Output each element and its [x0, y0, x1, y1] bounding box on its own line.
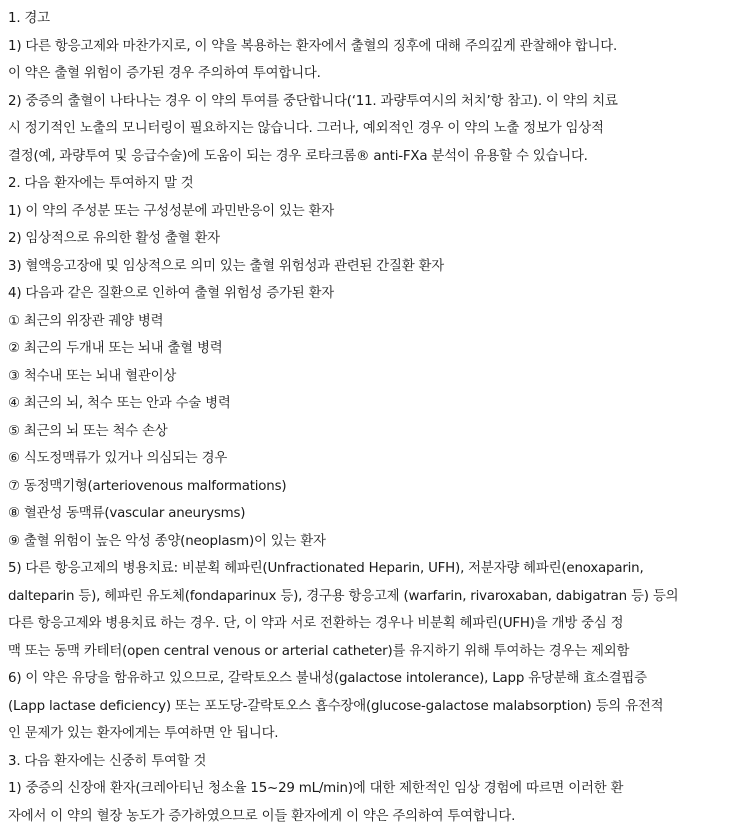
list-item: ⑦ 동정맥기형(arteriovenous malformations) — [8, 478, 287, 494]
document-body — [8, 5, 734, 830]
list-item: ③ 척수내 또는 뇌내 혈관이상 — [8, 368, 177, 384]
text-line: 2) 중증의 출혈이 나타나는 경우 이 약의 투여를 중단합니다(‘11. 과량투여시의 처치’항 참고). 이 약의 치료 — [8, 93, 618, 109]
text-line: dalteparin 등), 헤파린 유도체(fondaparinux 등), 경구용 항응고제 (warfarin, rivaroxaban, dabigatran 등) 등의 — [8, 588, 679, 604]
list-item: ⑥ 식도정맥류가 있거나 의심되는 경우 — [8, 451, 228, 466]
text-line: 1) 다른 항응고제와 마찬가지로, 이 약을 복용하는 환자에서 출혈의 징후에 대해 주의깊게 관찰해야 합니다. — [8, 38, 618, 54]
text-line: 2) 임상적으로 유의한 활성 출혈 환자 — [8, 231, 220, 246]
text-line: 5) 다른 항응고제의 병용치료: 비분획 헤파린(Unfractionated Heparin, UFH), 저분자량 헤파린(enoxaparin, — [8, 561, 644, 576]
list-item: ② 최근의 두개내 또는 뇌내 출혈 병력 — [8, 341, 223, 356]
list-item: ④ 최근의 뇌, 척수 또는 안과 수술 병력 — [8, 396, 231, 411]
list-item: ⑧ 혈관성 동맥류(vascular aneurysms) — [8, 506, 246, 521]
section-2-heading: 2. 다음 환자에는 투여하지 말 것 — [8, 176, 194, 191]
text-line: 이 약은 출혈 위험이 증가된 경우 주의하여 투여합니다. — [8, 66, 321, 81]
section-3-heading: 3. 다음 환자에는 신중히 투여할 것 — [8, 753, 207, 769]
text-line: 결정(예, 과량투여 및 응급수술)에 도움이 되는 경우 로타크롬® anti-FXa 분석이 유용할 수 있습니다. — [8, 148, 588, 164]
text-line: 3) 혈액응고장애 및 임상적으로 의미 있는 출혈 위험성과 관련된 간질환 환자 — [8, 258, 444, 274]
text-line: 1) 이 약의 주성분 또는 구성성분에 과민반응이 있는 환자 — [8, 203, 334, 219]
text-line: 1) 중증의 신장애 환자(크레아티닌 청소율 15~29 mL/min)에 대한 제한적인 임상 경험에 따르면 이러한 환 — [8, 781, 624, 796]
text-line: (Lapp lactase deficiency) 또는 포도당-갈락토오스 흡수장애(glucose-galactose malabsorption) 등의 유전적 — [8, 698, 664, 714]
list-item: ⑤ 최근의 뇌 또는 척수 손상 — [8, 423, 168, 439]
text-line: 맥 또는 동맥 카테터(open central venous or arterial catheter)를 유지하기 위해 투여하는 경우는 제외함 — [8, 643, 630, 659]
list-item: ⑨ 출혈 위험이 높은 악성 종양(neoplasm)이 있는 환자 — [8, 533, 326, 549]
text-line: 시 정기적인 노출의 모니터링이 필요하지는 않습니다. 그러나, 예외적인 경우 이 약의 노출 정보가 임상적 — [8, 121, 604, 136]
text-line: 인 문제가 있는 환자에게는 투여하면 안 됩니다. — [8, 726, 279, 741]
list-item: ① 최근의 위장관 궤양 병력 — [8, 313, 164, 329]
text-line: 다른 항응고제와 병용치료 하는 경우. 단, 이 약과 서로 전환하는 경우나 비분획 헤파린(UFH)을 개방 중심 정 — [8, 616, 624, 631]
text-line: 4) 다음과 같은 질환으로 인하여 출혈 위험성 증가된 환자 — [8, 286, 334, 301]
text-line: 자에서 이 약의 혈장 농도가 증가하였으므로 이들 환자에게 이 약은 주의하여 투여합니다. — [8, 808, 516, 824]
text-line: 6) 이 약은 유당을 함유하고 있으므로, 갈락토오스 불내성(galactose intolerance), Lapp 유당분해 효소결핍증 — [8, 671, 647, 686]
section-1-heading: 1. 경고 — [8, 11, 50, 26]
